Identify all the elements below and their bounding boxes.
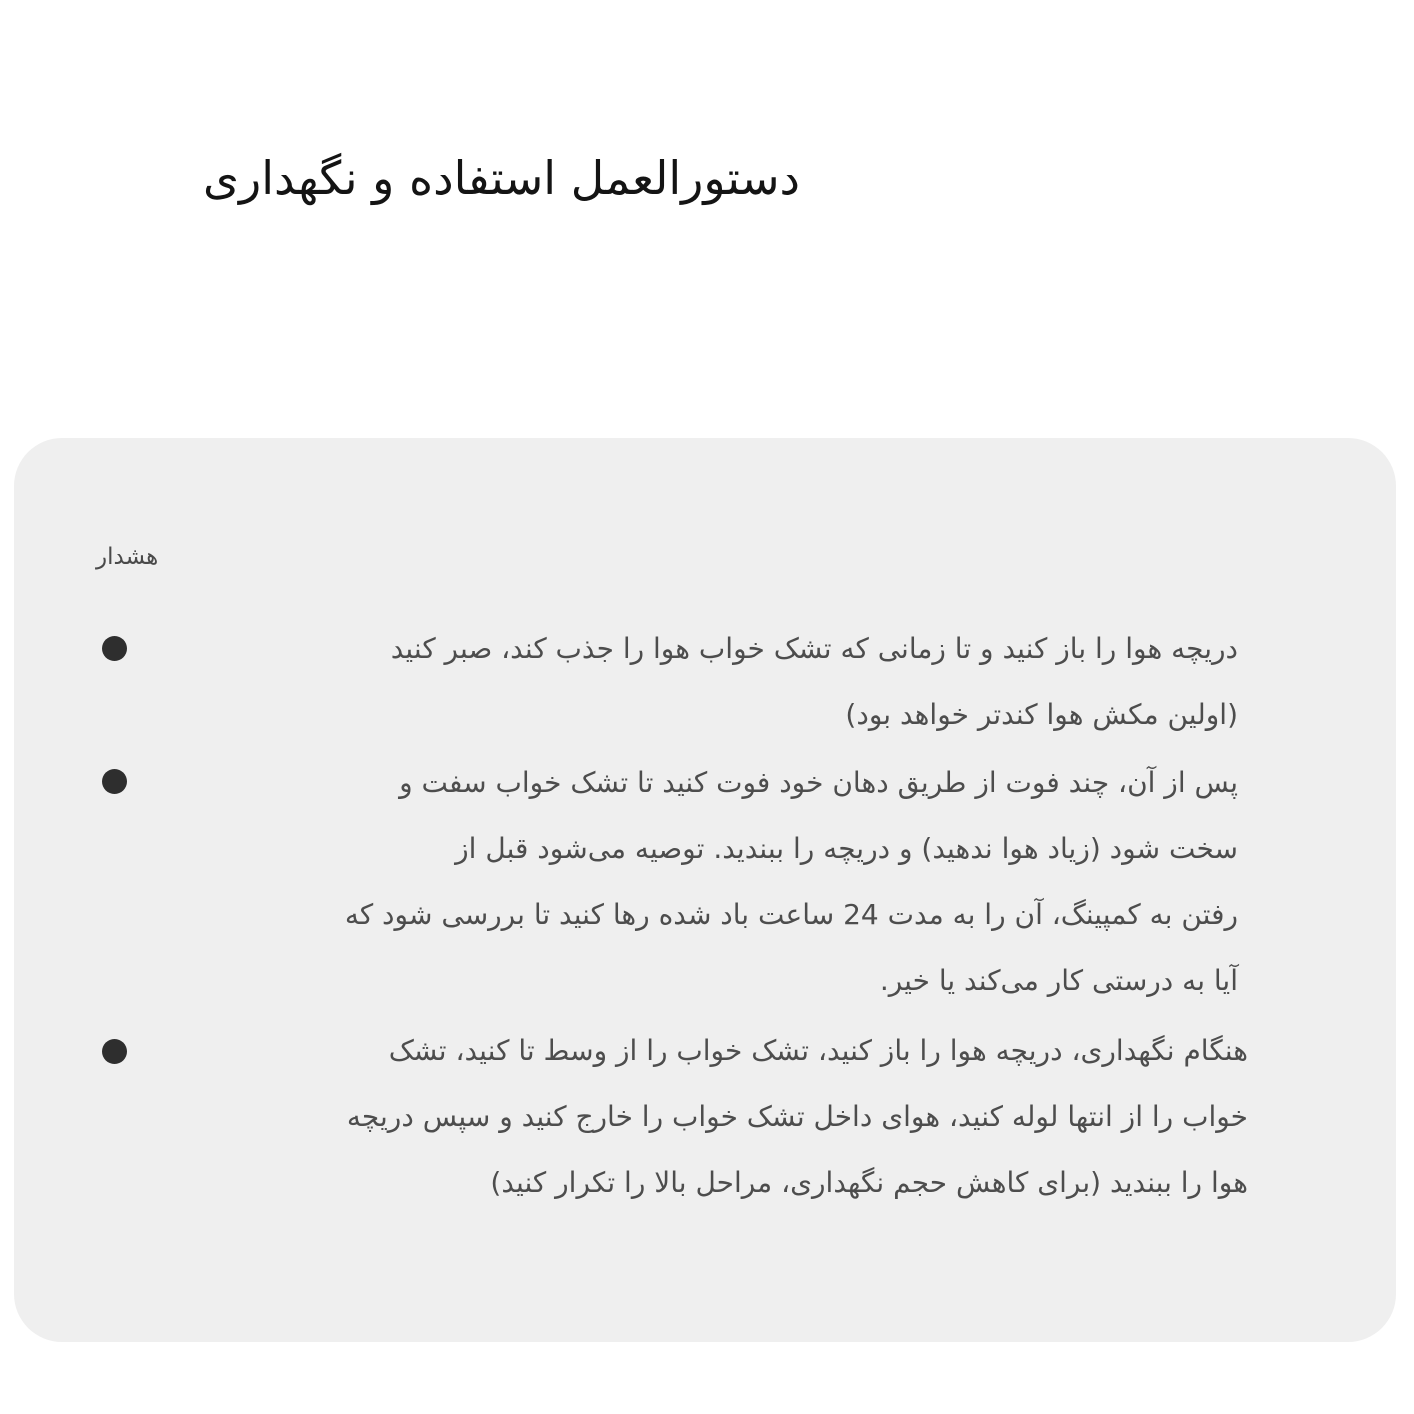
warning-item-line: پس از آن، چند فوت از طریق دهان خود فوت کنید تا تشک خواب سفت و <box>399 766 1238 799</box>
warning-item-line: (اولین مکش هوا کندتر خواهد بود) <box>845 698 1238 731</box>
warning-item-line: دریچه هوا را باز کنید و تا زمانی که تشک خواب هوا را جذب کند، صبر کنید <box>390 632 1238 665</box>
warning-item-line: هوا را ببندید (برای کاهش حجم نگهداری، مراحل بالا را تکرار کنید) <box>490 1166 1248 1199</box>
bullet-dot-icon <box>102 636 127 661</box>
warning-item-line: رفتن به کمپینگ، آن را به مدت 24 ساعت باد شده رها کنید تا بررسی شود که <box>344 898 1238 931</box>
bullet-dot-icon <box>102 1039 127 1064</box>
warning-item-1 <box>158 616 1238 748</box>
warning-item-line: آیا به درستی کار می‌کند یا خیر. <box>879 964 1238 997</box>
bullet-dot-icon <box>102 769 127 794</box>
warning-item-line: سخت شود (زیاد هوا ندهید) و دریچه را ببندید. توصیه می‌شود قبل از <box>455 832 1238 865</box>
warning-label: هشدار <box>96 544 159 570</box>
warning-item-line: خواب را از انتها لوله کنید، هوای داخل تشک خواب را خارج کنید و سپس دریچه <box>346 1100 1248 1133</box>
page-title: دستورالعمل استفاده و نگهداری <box>202 151 800 205</box>
warning-item-2 <box>158 750 1238 1014</box>
warning-item-line: هنگام نگهداری، دریچه هوا را باز کنید، تشک خواب را از وسط تا کنید، تشک <box>388 1034 1248 1067</box>
warning-item-3 <box>158 1018 1248 1216</box>
